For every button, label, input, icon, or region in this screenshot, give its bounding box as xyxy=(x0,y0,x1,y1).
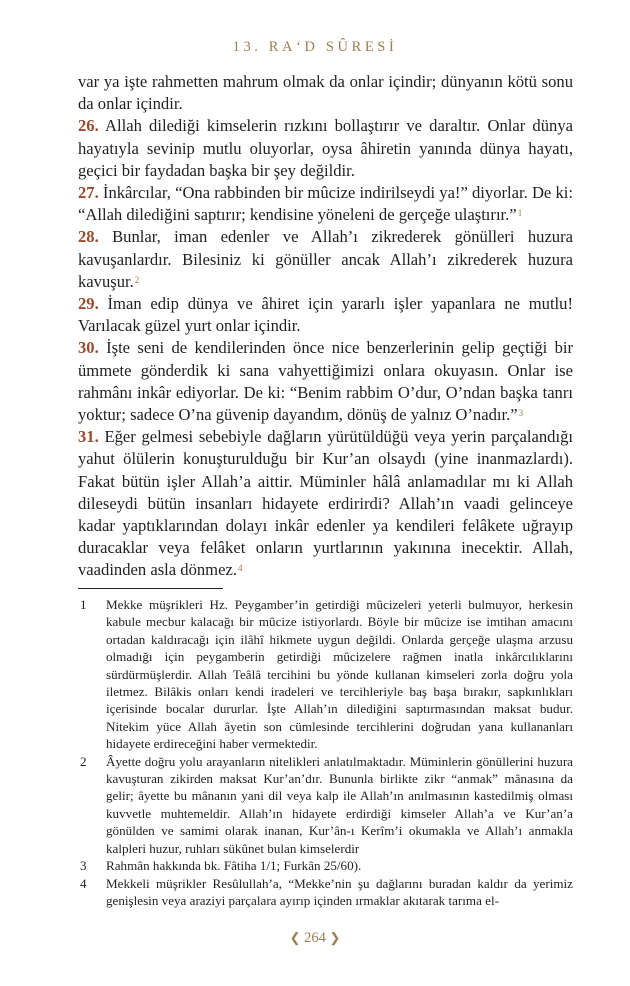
footnote-reference: 2 xyxy=(134,274,140,285)
main-text xyxy=(78,71,573,582)
footnote-number: 1 xyxy=(80,597,87,612)
footnote-number: 3 xyxy=(80,858,87,874)
verse-paragraph xyxy=(78,71,573,115)
verse-number: 28. xyxy=(78,227,99,247)
running-header: 13. RA‘D SÛRESİ xyxy=(232,39,398,55)
verse-number: 30. xyxy=(78,338,99,358)
footnotes xyxy=(78,596,573,909)
footnote xyxy=(78,753,573,857)
footnote-text: Mekke müşrikleri Hz. Peygamber’in getirdiği mûcizeleri yeterli bulmuyor, herkesin kabule mecbur kalacağı bir mûcize istiyorlardı. Böyle bir mûcize ise imtihan amacını ortadan kaldıracağı için ilâhî hikmete uygun değildi. Onlarda gerçeğe ulaşma arzusu olmadığı için peygamberin getirdiği mûcizelere rağmen inatla inkârcılıklarını sürdürmüşlerdir. Allah Teâlâ tercihini bu yönde kullanan kimseleri zorla doğru yola iletmez. Bilâkis onları kendi iradeleri ve tercihleriyle baş başa bırakır, sapkınlıkları içerisinde bocalar dururlar. İşte Allah’ın dilediğini saptırmasından maksat budur. Nitekim yüce Allah âyetin son cümlesinde tercihlerini doğrudan yana kullananları hidayete erdireceğini haber vermektedir. xyxy=(106,597,573,752)
verse-text: Eğer gelmesi sebebiyle dağların yürütüldüğü veya yerin parçalandığı yahut ölülerin konuşturulduğu bir Kur’an olsaydı (yine inanmazlardı). Fakat bütün işler Allah’a aittir. Müminler hâlâ anlamadılar mı ki Allah dileseydi bütün insanları hidayete erdirirdi? Allah’ın vaadi gelinceye kadar yaptıklarından dolayı inkâr edenler ya kendileri felâkete uğrayıp duracaklar veya felâket onların yurtlarının yakınına inecektir. Allah, vaadinden asla dönmez. xyxy=(78,427,573,580)
footnote-reference: 1 xyxy=(517,208,523,219)
verse-text: İnkârcılar, “Ona rabbinden bir mûcize indirilseydi ya!” diyorlar. De ki: “Allah dilediğini saptırır; kendisine yöneleni de gerçeğe ulaştırır.” xyxy=(78,183,573,225)
footnote-text: Âyette doğru yolu arayanların nitelikleri anlatılmaktadır. Müminlerin gönüllerini huzura kavuşturan zikirden maksat Kur’an’dır. Bununla birlikte zikr “anmak” mânasına da gelir; âyette bu mânanın yani dil veya kalp ile Allah’ın anılmasının kastedilmiş olması kuvvetle muhtemeldir. Allah’ın hidayete erdirdiği kimseler Allah’a ve Kur’an’a gönülden ve samimi olarak inanan, Kur’ân-ı Kerîm’i okumakla ve Allah’ı anmakla kalpleri huzur, ruhları sükûnet bulan kimselerdir xyxy=(106,753,573,856)
verse-text: Allah dilediği kimselerin rızkını bollaştırır ve daraltır. Onlar dünya hayatıyla sevinip mutlu oluyorlar, oysa âhiretin yanında dünya hayatı, geçici bir faydadan başka bir şey değildir. xyxy=(78,116,573,180)
verse-paragraph xyxy=(78,426,573,581)
footnote-number: 2 xyxy=(80,753,87,769)
footnote-reference: 4 xyxy=(237,563,243,574)
verse-text: Bunlar, iman edenler ve Allah’ı zikrederek gönülleri huzura kavuşanlardır. Bilesiniz ki gönüller ancak Allah’ı zikrederek huzura kavuşur. xyxy=(78,227,573,291)
footnote-divider xyxy=(78,588,223,589)
footnote xyxy=(78,875,573,910)
footnote-text: Rahmân hakkında bk. Fâtiha 1/1; Furkân 25/60). xyxy=(106,858,362,874)
verse-paragraph xyxy=(78,337,573,426)
verse-number: 26. xyxy=(78,116,99,136)
footnote xyxy=(78,596,573,753)
footnote xyxy=(78,857,573,874)
footnote-reference: 3 xyxy=(518,408,524,419)
verse-text: İman edip dünya ve âhiret için yararlı işler yapanlara ne mutlu! Varılacak güzel yurt onlar içindir. xyxy=(78,294,573,336)
verse-text: İşte seni de kendilerinden önce nice benzerlerinin gelip geçtiği bir ümmete gönderdik ki sana vahyettiğimizi onlara okuyasın. Onlar ise rahmânı inkâr ediyorlar. De ki: “Benim rabbim O’dur, O’ndan başka tanrı yoktur; sadece O’na güvenip dayandım, dönüş de yalnız O’nadır.” xyxy=(78,338,573,425)
verse-number: 29. xyxy=(78,294,99,314)
footnote-text: Mekkeli müşrikler Resûlullah’a, “Mekke’nin şu dağlarını buradan kaldır da yerimiz genişlesin veya araziyi parçalara ayırıp içinden ırmaklar akıtarak tarıma el- xyxy=(106,875,573,908)
verse-text: var ya işte rahmetten mahrum olmak da onlar içindir; dünyanın kötü sonu da onlar içindir. xyxy=(78,72,573,114)
footnote-number: 4 xyxy=(80,875,87,891)
verse-number: 31. xyxy=(78,427,99,447)
verse-paragraph xyxy=(78,293,573,337)
page-number-value: 264 xyxy=(304,930,326,946)
left-ornament-icon: ❮ xyxy=(289,930,301,945)
verse-paragraph xyxy=(78,182,573,226)
verse-number: 27. xyxy=(78,183,99,203)
page-number xyxy=(0,930,630,947)
right-ornament-icon: ❯ xyxy=(329,930,341,945)
verse-paragraph xyxy=(78,115,573,182)
verse-paragraph xyxy=(78,226,573,293)
